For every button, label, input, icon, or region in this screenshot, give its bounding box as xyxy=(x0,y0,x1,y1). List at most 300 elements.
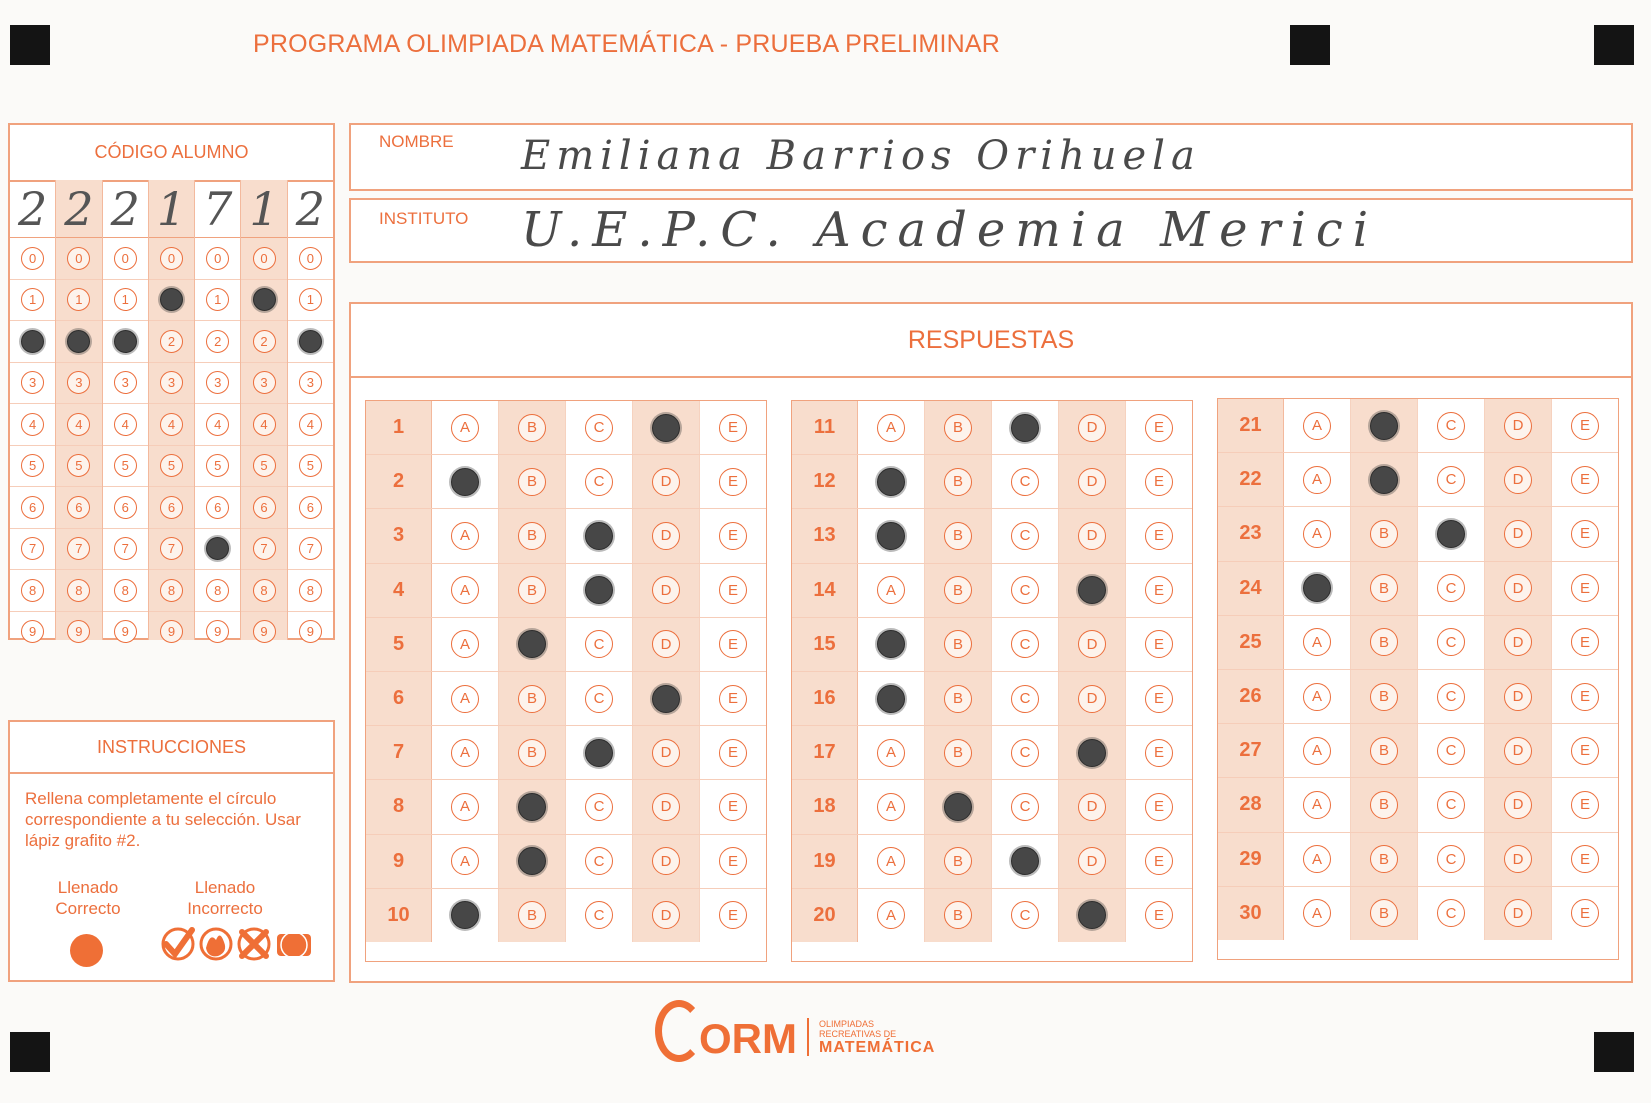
handwritten-digit[interactable]: 2 xyxy=(103,180,148,238)
answer-bubble-a[interactable]: A xyxy=(877,901,905,929)
question-number: 26 xyxy=(1218,670,1284,723)
code-bubble-row xyxy=(149,321,194,363)
answer-option-cell xyxy=(858,401,925,454)
answer-bubble-c[interactable] xyxy=(585,739,613,767)
answer-bubble-a[interactable] xyxy=(877,685,905,713)
answer-bubble-d[interactable]: D xyxy=(652,901,680,929)
answer-bubble-d[interactable] xyxy=(1078,901,1106,929)
question-number: 20 xyxy=(792,889,858,942)
answer-bubble-d[interactable]: D xyxy=(1504,520,1532,548)
code-bubble-row xyxy=(195,321,240,363)
answer-option-cell xyxy=(992,835,1059,888)
handwritten-digit[interactable]: 2 xyxy=(10,180,55,238)
code-bubble[interactable]: 6 xyxy=(299,496,322,519)
code-bubble[interactable]: 1 xyxy=(114,288,137,311)
answer-bubble-a[interactable] xyxy=(1303,574,1331,602)
answer-bubble-b[interactable]: B xyxy=(1370,737,1398,765)
answer-option-cell xyxy=(700,564,766,617)
answer-option-cell xyxy=(1552,778,1618,831)
code-bubble[interactable]: 8 xyxy=(253,579,276,602)
answer-bubble-c[interactable]: C xyxy=(1011,468,1039,496)
answer-option-cell xyxy=(1126,889,1192,942)
code-bubble[interactable]: 7 xyxy=(67,537,90,560)
answer-bubble-c[interactable]: C xyxy=(1437,737,1465,765)
answer-bubble-e[interactable]: E xyxy=(1145,522,1173,550)
answer-bubble-e[interactable]: E xyxy=(719,901,747,929)
code-bubble[interactable] xyxy=(206,537,229,560)
answer-bubble-a[interactable] xyxy=(877,522,905,550)
question-number: 7 xyxy=(366,726,432,779)
answer-bubble-a[interactable]: A xyxy=(451,414,479,442)
code-bubble-row xyxy=(10,487,55,529)
code-bubble[interactable]: 0 xyxy=(21,247,44,270)
code-bubble-row xyxy=(103,570,148,612)
answer-bubble-e[interactable]: E xyxy=(1145,414,1173,442)
answer-bubble-e[interactable]: E xyxy=(1571,574,1599,602)
answer-bubble-a[interactable]: A xyxy=(1303,899,1331,927)
answer-bubble-a[interactable] xyxy=(877,468,905,496)
answer-option-cell xyxy=(432,726,499,779)
answer-bubble-d[interactable]: D xyxy=(652,739,680,767)
code-bubble-row xyxy=(288,363,333,405)
handwritten-digit[interactable]: 1 xyxy=(149,180,194,238)
code-bubble[interactable] xyxy=(67,330,90,353)
code-bubble[interactable]: 7 xyxy=(253,537,276,560)
code-bubble[interactable]: 6 xyxy=(206,496,229,519)
code-bubble[interactable]: 3 xyxy=(160,371,183,394)
answer-bubble-a[interactable] xyxy=(451,468,479,496)
code-bubble[interactable]: 8 xyxy=(67,579,90,602)
answer-bubble-e[interactable]: E xyxy=(719,522,747,550)
answer-bubble-b[interactable]: B xyxy=(518,522,546,550)
code-bubble[interactable]: 5 xyxy=(160,454,183,477)
answer-bubble-d[interactable]: D xyxy=(1504,899,1532,927)
answer-bubble-c[interactable] xyxy=(585,522,613,550)
answer-bubble-e[interactable]: E xyxy=(1571,466,1599,494)
answer-bubble-a[interactable]: A xyxy=(1303,412,1331,440)
answer-bubble-d[interactable]: D xyxy=(1504,845,1532,873)
answer-bubble-d[interactable]: D xyxy=(1078,468,1106,496)
answer-bubble-d[interactable] xyxy=(652,685,680,713)
answer-option-cell xyxy=(858,889,925,942)
answer-bubble-b[interactable]: B xyxy=(944,739,972,767)
answer-bubble-b[interactable]: B xyxy=(1370,683,1398,711)
code-bubble[interactable]: 6 xyxy=(253,496,276,519)
answer-bubble-e[interactable]: E xyxy=(719,414,747,442)
answer-bubble-a[interactable]: A xyxy=(451,685,479,713)
answer-bubble-c[interactable]: C xyxy=(1437,466,1465,494)
code-bubble-row xyxy=(195,280,240,322)
code-bubble-row xyxy=(10,529,55,571)
code-bubble-row xyxy=(195,529,240,571)
code-bubble[interactable]: 6 xyxy=(21,496,44,519)
code-bubble[interactable]: 4 xyxy=(67,413,90,436)
answer-row xyxy=(1218,887,1618,940)
answer-option-cell xyxy=(566,780,633,833)
answer-bubble-b[interactable] xyxy=(518,630,546,658)
answer-bubble-a[interactable]: A xyxy=(451,522,479,550)
code-bubble[interactable]: 3 xyxy=(299,371,322,394)
answer-bubble-c[interactable]: C xyxy=(585,901,613,929)
code-bubble[interactable]: 9 xyxy=(253,620,276,643)
answer-bubble-e[interactable]: E xyxy=(1571,737,1599,765)
code-bubble[interactable]: 5 xyxy=(114,454,137,477)
answer-bubble-e[interactable]: E xyxy=(1145,793,1173,821)
answer-bubble-c[interactable]: C xyxy=(1437,574,1465,602)
code-bubble[interactable]: 3 xyxy=(253,371,276,394)
answer-bubble-c[interactable]: C xyxy=(1011,685,1039,713)
answer-bubble-b[interactable]: B xyxy=(944,414,972,442)
answer-bubble-a[interactable] xyxy=(451,901,479,929)
answer-bubble-a[interactable]: A xyxy=(877,793,905,821)
answer-bubble-b[interactable]: B xyxy=(1370,899,1398,927)
code-bubble[interactable]: 5 xyxy=(67,454,90,477)
answer-bubble-a[interactable]: A xyxy=(877,414,905,442)
answer-bubble-b[interactable]: B xyxy=(944,901,972,929)
answer-bubble-d[interactable]: D xyxy=(1504,466,1532,494)
answer-bubble-b[interactable] xyxy=(944,793,972,821)
answer-bubble-e[interactable]: E xyxy=(1571,683,1599,711)
answer-option-cell xyxy=(1059,401,1126,454)
answer-option-cell xyxy=(1485,833,1552,886)
answer-option-cell xyxy=(432,835,499,888)
code-bubble[interactable]: 7 xyxy=(299,537,322,560)
answer-option-cell xyxy=(1552,562,1618,615)
code-bubble[interactable]: 9 xyxy=(21,620,44,643)
answer-bubble-a[interactable]: A xyxy=(451,739,479,767)
code-bubble-row xyxy=(288,612,333,653)
answer-bubble-d[interactable]: D xyxy=(1078,793,1106,821)
code-bubble[interactable]: 3 xyxy=(67,371,90,394)
answer-bubble-c[interactable]: C xyxy=(585,793,613,821)
answer-row xyxy=(792,401,1192,455)
answer-bubble-d[interactable]: D xyxy=(1504,683,1532,711)
page-title: PROGRAMA OLIMPIADA MATEMÁTICA - PRUEBA PRELIMINAR xyxy=(253,30,1000,58)
answer-bubble-d[interactable]: D xyxy=(1078,522,1106,550)
code-bubble-row xyxy=(241,280,286,322)
answer-bubble-b[interactable]: B xyxy=(1370,628,1398,656)
code-bubble[interactable]: 0 xyxy=(114,247,137,270)
answer-bubble-b[interactable]: B xyxy=(518,468,546,496)
answer-option-cell xyxy=(633,455,700,508)
answer-bubble-c[interactable] xyxy=(1437,520,1465,548)
question-number: 25 xyxy=(1218,616,1284,669)
answer-bubble-a[interactable]: A xyxy=(1303,737,1331,765)
code-bubble[interactable]: 3 xyxy=(114,371,137,394)
answer-bubble-b[interactable]: B xyxy=(944,847,972,875)
answer-bubble-e[interactable]: E xyxy=(1571,520,1599,548)
code-bubble[interactable]: 6 xyxy=(160,496,183,519)
student-code-heading: CÓDIGO ALUMNO xyxy=(10,125,333,182)
question-number: 28 xyxy=(1218,778,1284,831)
answer-option-cell xyxy=(566,672,633,725)
answer-bubble-c[interactable]: C xyxy=(585,414,613,442)
answer-row xyxy=(792,564,1192,618)
code-bubble[interactable]: 7 xyxy=(160,537,183,560)
code-bubble[interactable]: 9 xyxy=(299,620,322,643)
code-bubble[interactable]: 8 xyxy=(21,579,44,602)
answer-bubble-d[interactable]: D xyxy=(652,576,680,604)
code-bubble[interactable]: 9 xyxy=(67,620,90,643)
code-bubble[interactable]: 8 xyxy=(206,579,229,602)
code-bubble[interactable] xyxy=(21,330,44,353)
code-bubble[interactable]: 4 xyxy=(299,413,322,436)
answer-bubble-c[interactable]: C xyxy=(1011,522,1039,550)
question-number: 24 xyxy=(1218,562,1284,615)
answer-option-cell xyxy=(499,780,566,833)
answer-bubble-e[interactable]: E xyxy=(1145,847,1173,875)
answer-bubble-b[interactable]: B xyxy=(944,685,972,713)
answer-bubble-c[interactable]: C xyxy=(1011,630,1039,658)
answer-bubble-b[interactable]: B xyxy=(944,468,972,496)
answer-bubble-d[interactable]: D xyxy=(652,630,680,658)
answer-bubble-c[interactable] xyxy=(1011,414,1039,442)
answer-bubble-a[interactable]: A xyxy=(1303,683,1331,711)
answer-option-cell xyxy=(566,726,633,779)
answer-bubble-d[interactable]: D xyxy=(652,468,680,496)
answer-bubble-e[interactable]: E xyxy=(719,468,747,496)
answer-bubble-e[interactable]: E xyxy=(1145,576,1173,604)
answer-bubble-b[interactable] xyxy=(1370,466,1398,494)
answer-bubble-a[interactable]: A xyxy=(877,576,905,604)
answer-bubble-c[interactable]: C xyxy=(1437,899,1465,927)
answer-bubble-c[interactable]: C xyxy=(1011,901,1039,929)
answer-bubble-a[interactable]: A xyxy=(451,576,479,604)
answer-option-cell xyxy=(1284,453,1351,506)
answer-option-cell xyxy=(499,455,566,508)
answer-row xyxy=(792,509,1192,563)
question-number: 12 xyxy=(792,455,858,508)
answer-bubble-b[interactable]: B xyxy=(1370,845,1398,873)
answer-bubble-d[interactable]: D xyxy=(1078,847,1106,875)
answer-bubble-a[interactable]: A xyxy=(877,847,905,875)
code-bubble[interactable]: 8 xyxy=(160,579,183,602)
code-bubble[interactable]: 0 xyxy=(160,247,183,270)
answer-bubble-e[interactable]: E xyxy=(1571,791,1599,819)
question-number: 11 xyxy=(792,401,858,454)
answer-bubble-e[interactable]: E xyxy=(1571,412,1599,440)
answer-bubble-d[interactable]: D xyxy=(1078,630,1106,658)
answer-bubble-e[interactable]: E xyxy=(1145,468,1173,496)
registration-mark-top-left xyxy=(10,25,50,65)
code-bubble[interactable]: 7 xyxy=(21,537,44,560)
answer-bubble-c[interactable]: C xyxy=(585,685,613,713)
answer-option-cell xyxy=(925,835,992,888)
answer-bubble-e[interactable]: E xyxy=(1571,899,1599,927)
answer-bubble-e[interactable]: E xyxy=(1145,630,1173,658)
answer-option-cell xyxy=(566,618,633,671)
code-bubble[interactable] xyxy=(160,288,183,311)
answer-bubble-a[interactable]: A xyxy=(451,847,479,875)
instructions-heading: INSTRUCCIONES xyxy=(10,722,333,774)
code-bubble[interactable]: 0 xyxy=(299,247,322,270)
answer-bubble-a[interactable]: A xyxy=(1303,791,1331,819)
answer-bubble-e[interactable]: E xyxy=(1571,845,1599,873)
answer-bubble-b[interactable]: B xyxy=(518,685,546,713)
answer-bubble-d[interactable] xyxy=(1078,739,1106,767)
code-bubble[interactable]: 4 xyxy=(160,413,183,436)
code-bubble[interactable]: 8 xyxy=(114,579,137,602)
answer-bubble-b[interactable]: B xyxy=(518,739,546,767)
answer-bubble-a[interactable]: A xyxy=(1303,628,1331,656)
answer-option-cell xyxy=(432,509,499,562)
answer-option-cell xyxy=(1485,724,1552,777)
code-bubble-row xyxy=(56,612,101,653)
code-bubble[interactable]: 3 xyxy=(206,371,229,394)
code-bubble[interactable]: 5 xyxy=(206,454,229,477)
answer-option-cell xyxy=(1418,724,1485,777)
answer-bubble-c[interactable]: C xyxy=(1437,791,1465,819)
code-bubble[interactable]: 0 xyxy=(253,247,276,270)
code-bubble[interactable]: 5 xyxy=(299,454,322,477)
code-bubble[interactable]: 1 xyxy=(299,288,322,311)
answer-row xyxy=(366,672,766,726)
answer-bubble-e[interactable]: E xyxy=(719,685,747,713)
answer-bubble-b[interactable]: B xyxy=(944,630,972,658)
answer-bubble-b[interactable]: B xyxy=(1370,791,1398,819)
answer-bubble-d[interactable]: D xyxy=(652,522,680,550)
answer-bubble-d[interactable]: D xyxy=(1504,628,1532,656)
code-bubble[interactable]: 4 xyxy=(114,413,137,436)
answer-bubble-a[interactable] xyxy=(877,630,905,658)
answer-bubble-c[interactable]: C xyxy=(1437,683,1465,711)
code-bubble[interactable]: 0 xyxy=(206,247,229,270)
answer-bubble-b[interactable]: B xyxy=(518,576,546,604)
answer-bubble-e[interactable]: E xyxy=(1145,739,1173,767)
answer-bubble-c[interactable]: C xyxy=(1437,845,1465,873)
answer-option-cell xyxy=(1126,618,1192,671)
answer-bubble-b[interactable]: B xyxy=(944,576,972,604)
answer-row xyxy=(1218,507,1618,561)
code-bubble-row xyxy=(288,529,333,571)
code-bubble[interactable]: 6 xyxy=(114,496,137,519)
answer-bubble-c[interactable]: C xyxy=(1437,628,1465,656)
code-bubble[interactable]: 7 xyxy=(114,537,137,560)
answer-bubble-b[interactable]: B xyxy=(944,522,972,550)
answer-bubble-b[interactable]: B xyxy=(1370,574,1398,602)
code-bubble[interactable]: 1 xyxy=(21,288,44,311)
code-bubble-row xyxy=(103,487,148,529)
answer-bubble-a[interactable]: A xyxy=(877,739,905,767)
code-bubble[interactable] xyxy=(299,330,322,353)
code-bubble[interactable]: 1 xyxy=(206,288,229,311)
answer-bubble-d[interactable]: D xyxy=(1504,791,1532,819)
institute-field[interactable] xyxy=(349,198,1633,263)
answer-bubble-a[interactable]: A xyxy=(1303,466,1331,494)
code-bubble[interactable] xyxy=(253,288,276,311)
answer-bubble-c[interactable]: C xyxy=(585,630,613,658)
answer-bubble-c[interactable]: C xyxy=(1011,576,1039,604)
answer-bubble-d[interactable]: D xyxy=(1504,574,1532,602)
answer-bubble-d[interactable]: D xyxy=(1504,737,1532,765)
answer-bubble-c[interactable] xyxy=(585,576,613,604)
code-bubble[interactable]: 1 xyxy=(67,288,90,311)
answer-bubble-b[interactable]: B xyxy=(518,414,546,442)
code-bubble[interactable]: 5 xyxy=(21,454,44,477)
answer-bubble-a[interactable]: A xyxy=(451,793,479,821)
name-field[interactable] xyxy=(349,123,1633,191)
answer-bubble-e[interactable]: E xyxy=(1571,628,1599,656)
code-bubble[interactable]: 9 xyxy=(160,620,183,643)
answer-bubble-b[interactable]: B xyxy=(1370,520,1398,548)
answer-bubble-d[interactable]: D xyxy=(1078,414,1106,442)
answer-bubble-b[interactable] xyxy=(518,793,546,821)
answer-bubble-e[interactable]: E xyxy=(719,739,747,767)
handwritten-digit[interactable]: 1 xyxy=(241,180,286,238)
answer-bubble-e[interactable]: E xyxy=(719,847,747,875)
code-bubble[interactable]: 3 xyxy=(21,371,44,394)
answer-option-cell xyxy=(1126,401,1192,454)
answer-bubble-b[interactable] xyxy=(518,847,546,875)
answer-bubble-a[interactable]: A xyxy=(1303,845,1331,873)
code-bubble[interactable]: 2 xyxy=(253,330,276,353)
answer-bubble-d[interactable] xyxy=(652,414,680,442)
code-bubble[interactable]: 2 xyxy=(160,330,183,353)
answer-bubble-b[interactable] xyxy=(1370,412,1398,440)
answer-option-cell xyxy=(858,455,925,508)
answer-option-cell xyxy=(1284,562,1351,615)
answer-bubble-b[interactable]: B xyxy=(518,901,546,929)
answer-bubble-e[interactable]: E xyxy=(719,793,747,821)
answer-row xyxy=(1218,562,1618,616)
answer-bubble-c[interactable]: C xyxy=(1011,793,1039,821)
answer-row xyxy=(1218,778,1618,832)
answer-option-cell xyxy=(1126,780,1192,833)
code-bubble-row xyxy=(195,570,240,612)
code-bubble[interactable]: 4 xyxy=(21,413,44,436)
answer-bubble-a[interactable]: A xyxy=(1303,520,1331,548)
answer-option-cell xyxy=(499,889,566,942)
answer-bubble-c[interactable] xyxy=(1011,847,1039,875)
answer-bubble-e[interactable]: E xyxy=(1145,901,1173,929)
answer-bubble-d[interactable]: D xyxy=(1078,685,1106,713)
answer-option-cell xyxy=(992,726,1059,779)
answer-bubble-c[interactable]: C xyxy=(1437,412,1465,440)
answer-bubble-c[interactable]: C xyxy=(585,468,613,496)
answer-bubble-d[interactable] xyxy=(1078,576,1106,604)
code-bubble[interactable]: 8 xyxy=(299,579,322,602)
answer-option-cell xyxy=(1059,780,1126,833)
code-bubble-row xyxy=(10,570,55,612)
code-bubble[interactable]: 9 xyxy=(114,620,137,643)
handwritten-digit[interactable]: 2 xyxy=(56,180,101,238)
code-bubble[interactable]: 4 xyxy=(206,413,229,436)
code-bubble[interactable] xyxy=(114,330,137,353)
code-bubble[interactable]: 9 xyxy=(206,620,229,643)
answer-bubble-e[interactable]: E xyxy=(719,630,747,658)
handwritten-digit[interactable]: 2 xyxy=(288,180,333,238)
code-bubble[interactable]: 6 xyxy=(67,496,90,519)
answer-bubble-d[interactable]: D xyxy=(1504,412,1532,440)
answer-option-cell xyxy=(1351,833,1418,886)
answer-bubble-e[interactable]: E xyxy=(1145,685,1173,713)
code-bubble[interactable]: 4 xyxy=(253,413,276,436)
answer-bubble-d[interactable]: D xyxy=(652,793,680,821)
answer-bubble-e[interactable]: E xyxy=(719,576,747,604)
code-bubble[interactable]: 0 xyxy=(67,247,90,270)
answer-bubble-d[interactable]: D xyxy=(652,847,680,875)
question-number: 14 xyxy=(792,564,858,617)
answer-bubble-a[interactable]: A xyxy=(451,630,479,658)
code-bubble-row xyxy=(56,238,101,280)
code-bubble[interactable]: 5 xyxy=(253,454,276,477)
answer-bubble-c[interactable]: C xyxy=(585,847,613,875)
code-bubble-row xyxy=(10,612,55,653)
answer-option-cell xyxy=(566,509,633,562)
code-bubble[interactable]: 2 xyxy=(206,330,229,353)
handwritten-digit[interactable]: 7 xyxy=(195,180,240,238)
answer-bubble-c[interactable]: C xyxy=(1011,739,1039,767)
